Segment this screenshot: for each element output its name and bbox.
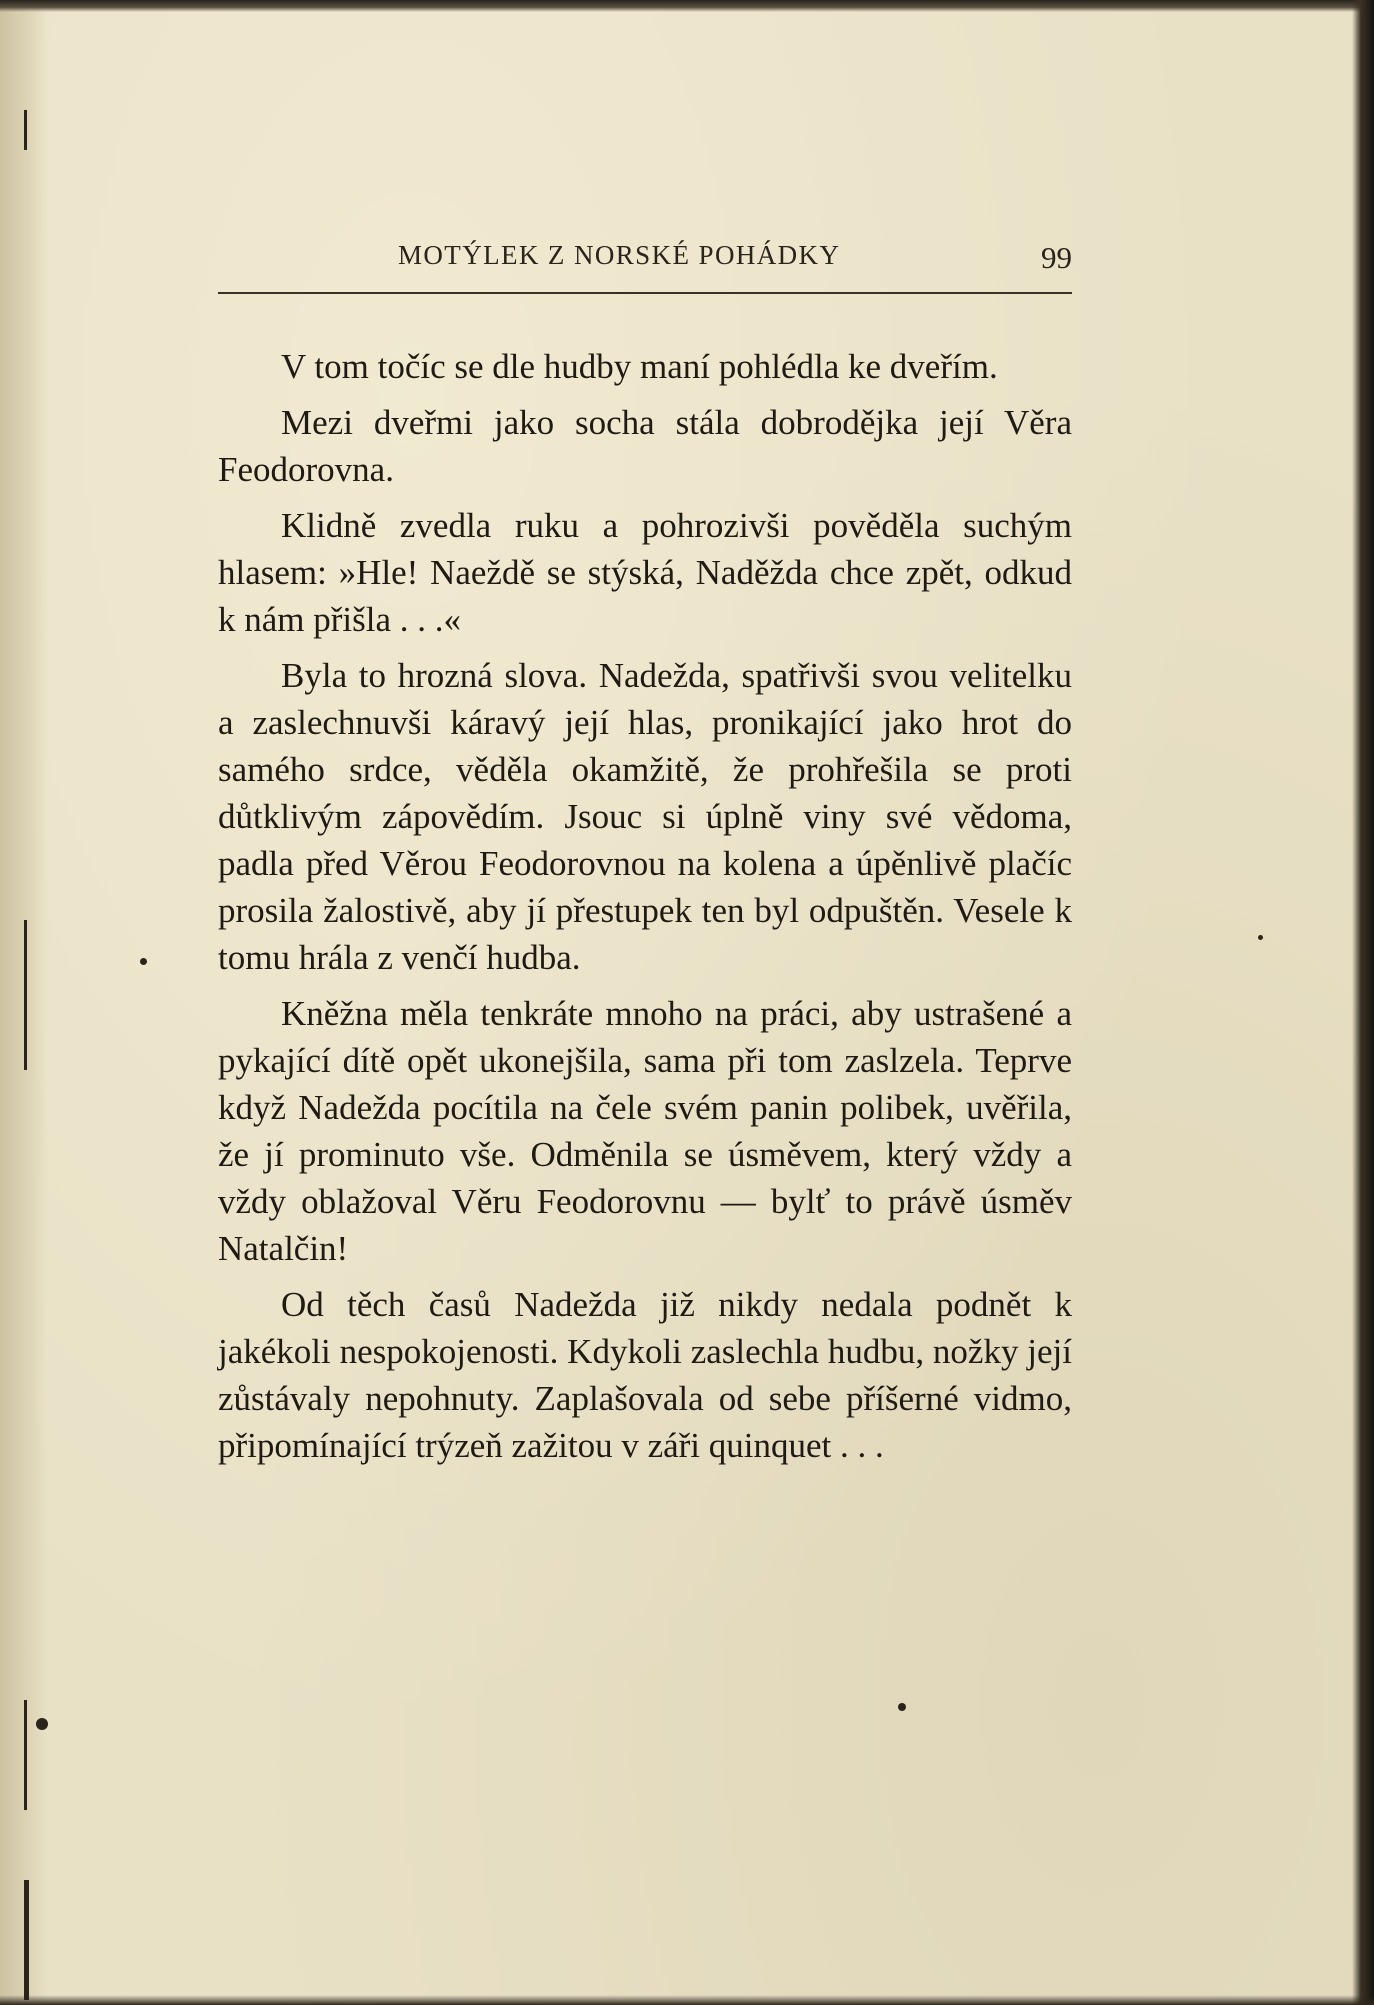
ink-speck xyxy=(898,1703,906,1711)
running-title: MOTÝLEK Z NORSKÉ POHÁDKY xyxy=(398,240,841,270)
gutter-mark xyxy=(24,920,27,1070)
header-rule xyxy=(218,292,1072,294)
ink-speck xyxy=(36,1718,48,1730)
paragraph: V tom točíc se dle hudby maní pohlédla ke dveřím. xyxy=(281,347,998,386)
gutter-mark xyxy=(24,110,27,150)
gutter-mark xyxy=(24,1880,29,2000)
body-text xyxy=(218,343,1072,1469)
running-header xyxy=(218,236,1072,296)
scan-edge-bottom xyxy=(0,1995,1374,2005)
paragraph: Od těch časů Nadežda již nikdy nedala podnět k jakékoli nespokojenosti. Kdykoli zaslechla hudbu, nožky její zůstávaly nepohnuty. Zaplašovala od sebe příšerné vidmo, připomínající trýzeň zažitou v záři quinquet . . . xyxy=(218,1285,1072,1465)
paragraph: Mezi dveřmi jako socha stála dobrodějka její Věra Feodorovna. xyxy=(218,403,1072,489)
gutter-mark xyxy=(24,1700,27,1810)
scan-edge-right xyxy=(1352,0,1374,2005)
paragraph: Kněžna měla tenkráte mnoho na práci, aby ustrašené a pykající dítě opět ukonejšila, sama při tom zaslzela. Teprve když Nadežda pocítila na čele svém panin polibek, uvěřila, že jí prominuto vše. Odměnila se úsměvem, který vždy a vždy oblažoval Věru Feodorovnu — bylť to právě úsměv Natalčin! xyxy=(218,994,1072,1268)
ink-speck xyxy=(1258,935,1263,940)
page-number: 99 xyxy=(1041,240,1072,275)
ink-speck xyxy=(140,958,147,965)
paragraph: Byla to hrozná slova. Nadežda, spatřivši svou velitelku a zaslechnuvši káravý její hlas, pronikající jako hrot do samého srdce, věděla okamžitě, že prohřešila se proti důtklivým zápovědím. Jsouc si úplně viny své vědoma, padla před Věrou Feodorovnou na kolena a úpěnlivě plačíc prosila žalostivě, aby jí přestupek ten byl odpuštěn. Vesele k tomu hrála z venčí hudba. xyxy=(218,656,1072,977)
paragraph: Klidně zvedla ruku a pohrozivši pověděla suchým hlasem: »Hle! Naeždě se stýská, Naděžda chce zpět, odkud k nám přišla . . .« xyxy=(218,506,1072,639)
scan-edge-top xyxy=(0,0,1374,12)
